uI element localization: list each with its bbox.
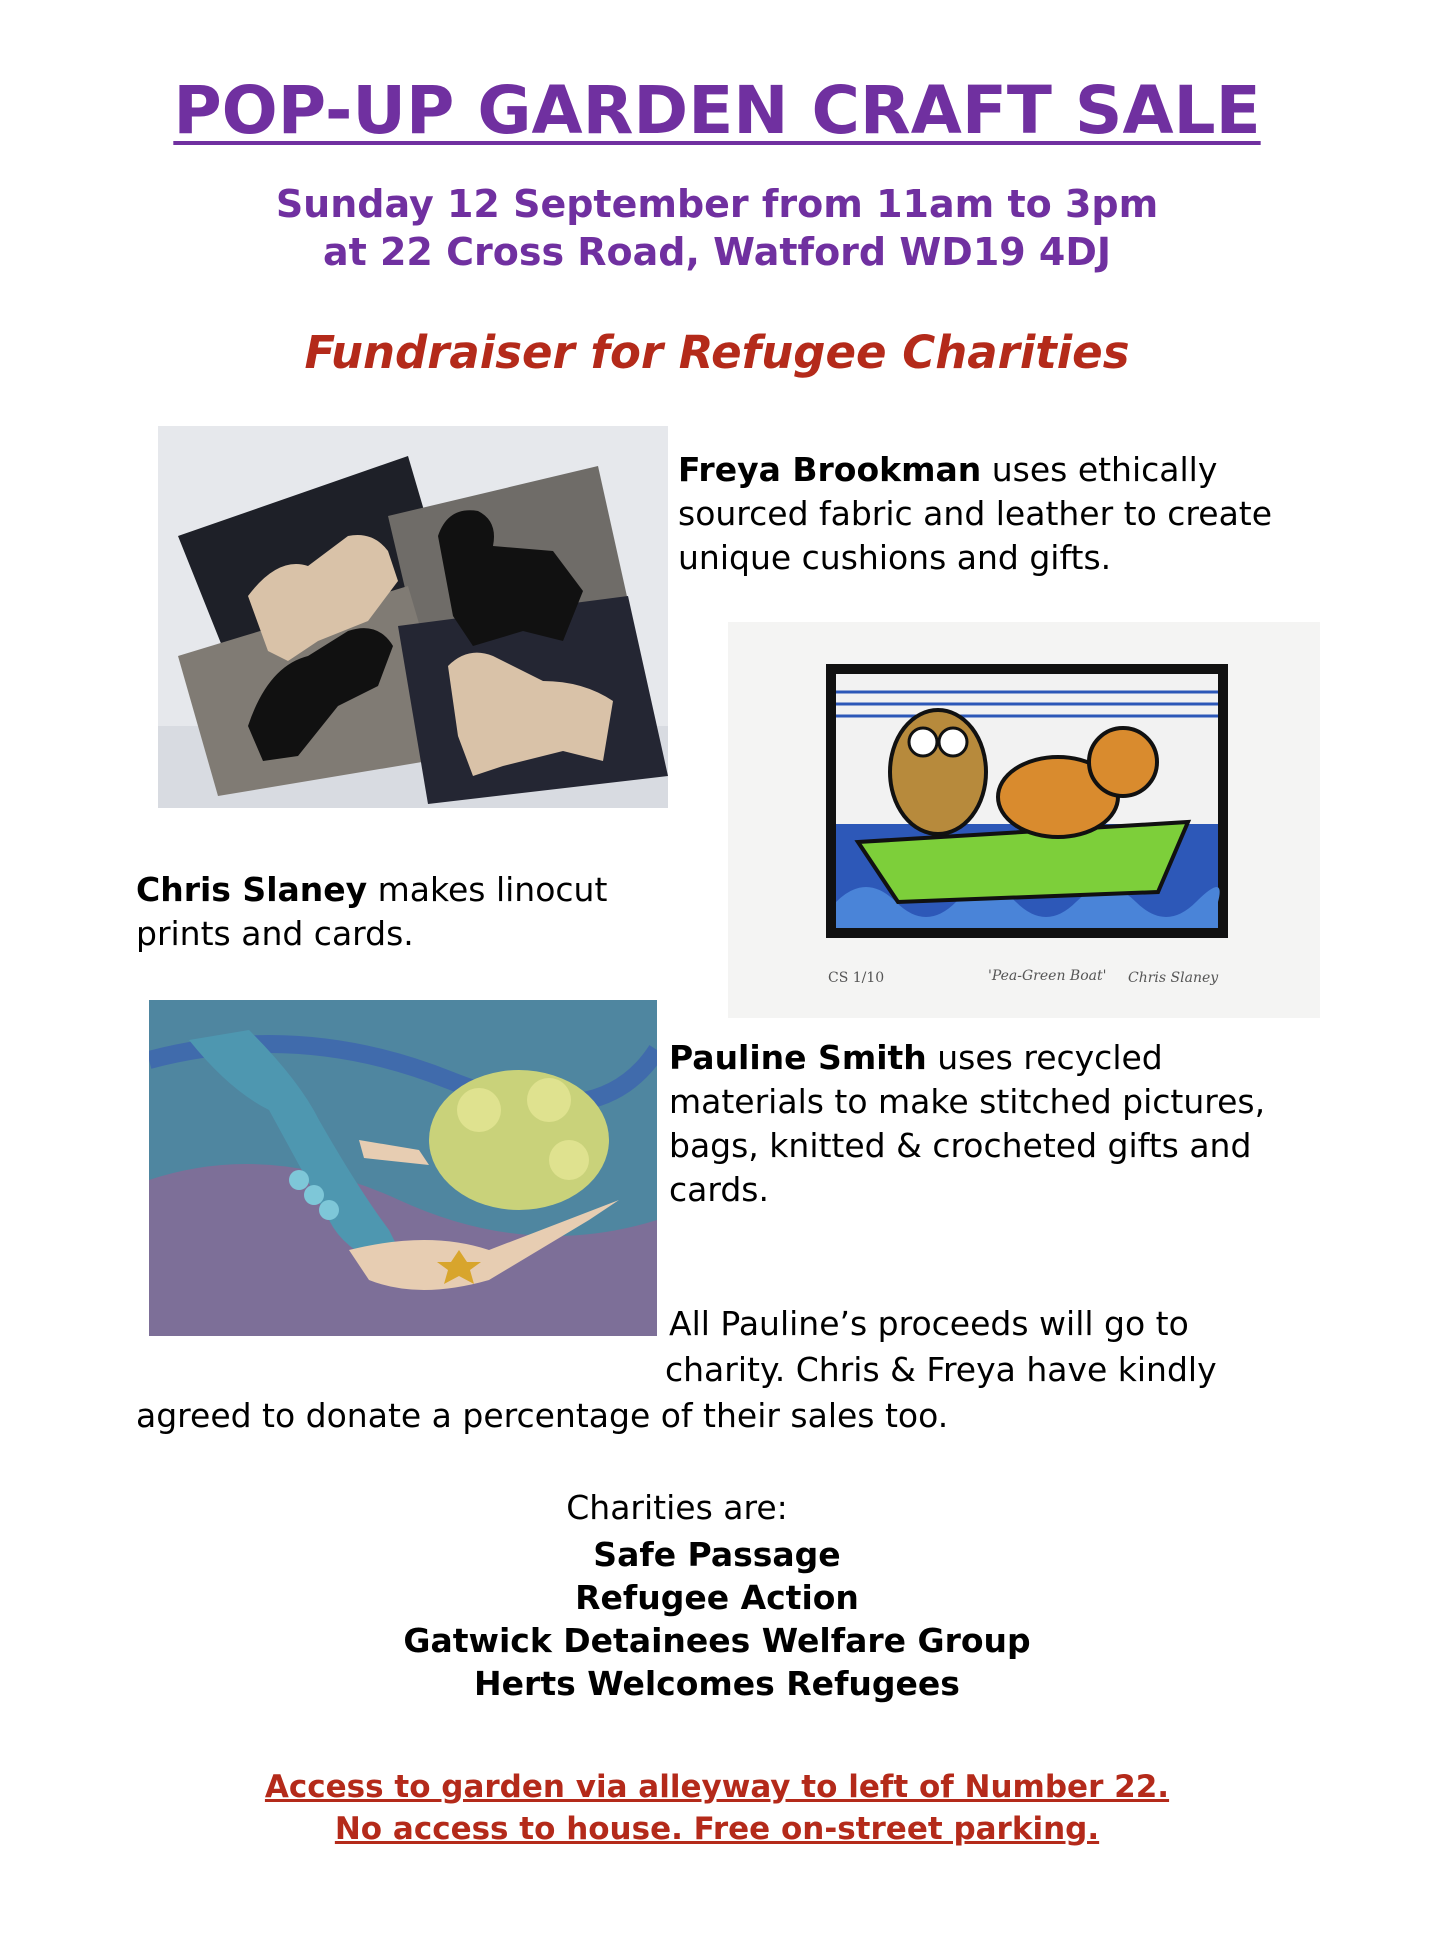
- pauline-desc: uses recycled materials to make stitched pictures, bags, knitted & crocheted gifts and cards.: [669, 1038, 1266, 1209]
- charity-safe-passage: Safe Passage: [593, 1535, 841, 1574]
- chris-desc: makes linocut prints and cards.: [136, 870, 608, 953]
- chris-name: Chris Slaney: [136, 870, 368, 909]
- print-edition: CS 1/10: [828, 970, 885, 986]
- chris-description: [136, 868, 656, 956]
- charity-gatwick-detainees: Gatwick Detainees Welfare Group: [403, 1621, 1031, 1660]
- proceeds-line-3: agreed to donate a percentage of their sales too.: [136, 1396, 949, 1435]
- access-note-line-2: No access to house. Free on-street parking.: [334, 1811, 1100, 1847]
- freya-name: Freya Brookman: [678, 450, 982, 489]
- print-title: 'Pea-Green Boat': [988, 968, 1107, 984]
- freya-desc: uses ethically sourced fabric and leather to create unique cushions and gifts.: [678, 450, 1273, 577]
- proceeds-line-1: All Pauline’s proceeds will go to: [669, 1304, 1189, 1343]
- page-title: POP-UP GARDEN CRAFT SALE: [173, 72, 1261, 149]
- print-signature: Chris Slaney: [1128, 970, 1219, 986]
- mermaid-stitched-picture: [149, 1000, 657, 1336]
- event-subtitle: Fundraiser for Refugee Charities: [304, 326, 1130, 379]
- pauline-name: Pauline Smith: [669, 1038, 927, 1077]
- linocut-print-photo: [728, 622, 1320, 1018]
- access-note-line-1: Access to garden via alleyway to left of Number 22.: [264, 1769, 1170, 1805]
- proceeds-line-2: charity. Chris & Freya have kindly: [665, 1350, 1217, 1389]
- pauline-description: [669, 1036, 1319, 1212]
- event-date-time: Sunday 12 September from 11am to 3pm: [275, 182, 1159, 226]
- charity-herts-welcomes: Herts Welcomes Refugees: [474, 1664, 960, 1703]
- cushions-photo: [158, 426, 668, 808]
- charity-refugee-action: Refugee Action: [575, 1578, 859, 1617]
- charities-intro: Charities are:: [566, 1488, 788, 1527]
- freya-description: [678, 448, 1318, 580]
- event-address: at 22 Cross Road, Watford WD19 4DJ: [322, 230, 1112, 274]
